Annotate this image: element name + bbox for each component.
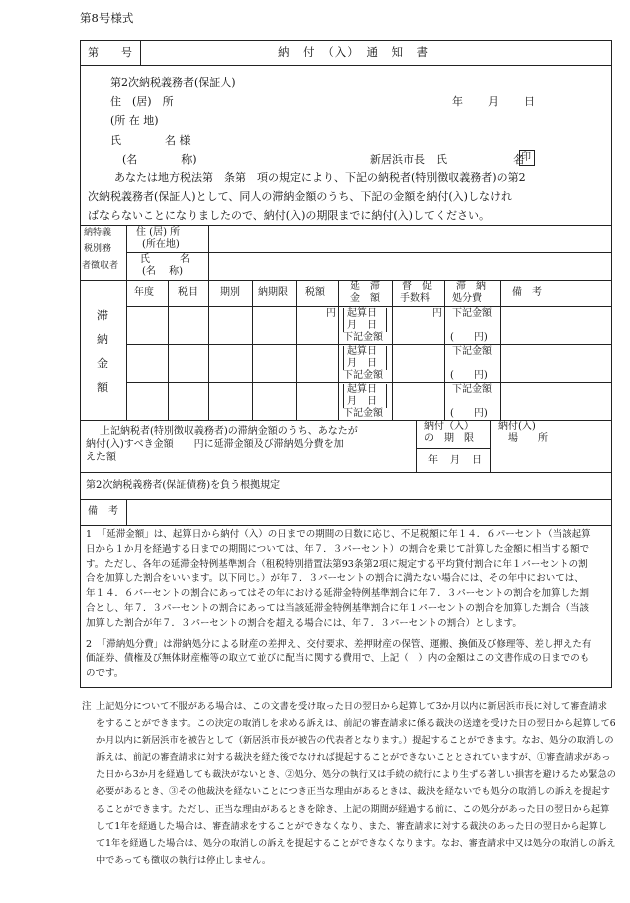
disposition-subject-label: 下記金額 xyxy=(452,384,492,395)
addressee-address-label: 住 (居) 所 xyxy=(110,95,174,108)
line xyxy=(126,280,127,420)
col-header-remarks: 備 考 xyxy=(512,287,542,298)
delinquent-side-label: 額 xyxy=(97,381,108,394)
line xyxy=(80,472,612,473)
line xyxy=(80,280,612,281)
line xyxy=(80,525,612,526)
intro-line-1: あなたは地方税法第 条第 項の規定により、下記の納税者(特別徴収義務者)の第2 xyxy=(114,171,526,184)
disposition-subject-label: 下記金額 xyxy=(452,346,492,357)
line xyxy=(392,280,393,420)
notes xyxy=(86,528,592,682)
col-header-disposition-2: 処分費 xyxy=(452,293,482,304)
form-id: 第8号様式 xyxy=(80,11,134,25)
delinquent-side-label: 納 xyxy=(97,333,108,346)
remarks-label: 備 考 xyxy=(88,506,118,517)
issuer-name: 新居浜市長 氏 名 xyxy=(370,153,524,166)
place-label-2: 場 所 xyxy=(508,433,548,444)
line xyxy=(208,280,209,420)
line xyxy=(126,306,612,307)
line xyxy=(80,65,612,66)
line xyxy=(338,280,339,420)
footnote-label: 注 xyxy=(82,701,92,712)
month-day-label: 月 日 xyxy=(347,396,377,407)
subject-amount-label: 下記金額 xyxy=(343,408,383,419)
footnote-text: 上記処分について不服がある場合は、この文書を受け取った日の翌日から起算して3か月以内に新居浜市長に対して審査請求をすることができます。この決定の取消しを求める訴えは、前記の審査請求に係る裁決の送達を受けた日の翌日から起算して6か月以内に新居浜市を被告として（新居浜市長が被告の代表者となります。）提起することができます。なお、処分の取消しの訴えは、前記の審査請求に対する裁決を経た後でなければ提起することができないこととされていますが、①審査請求があった日から3か月を経過しても裁決がないとき、②処分、処分の執行又は手続の続行により生ずる著しい損害を避けるため緊急の必要があるとき、③その他裁決を経ないことにつき正当な理由があるときは、裁決を経ないでも処分の取消しの訴えを提起することができます。ただし、正当な理由があるときを除き、上記の期間が経過する前に、この処分があった日の翌日から起算して1年を経過した場合は、審査請求をすることができなくなり、また、審査請求に対する裁決のあった日の翌日から起算して1年を経過した場合は、処分の取消しの訴えを提起することができなくなります。なお、審査請求中又は処分の取消しの訴え中であっても徴収の執行は停止しません。 xyxy=(96,701,616,866)
calc-start-label: 起算日 xyxy=(347,308,377,319)
deadline-label: 納付（入） xyxy=(424,421,474,432)
line xyxy=(126,252,612,253)
col-header-tax-amount: 税額 xyxy=(305,287,325,298)
calc-start-label: 起算日 xyxy=(347,346,377,357)
line xyxy=(168,280,169,420)
summary-line-2: 納付(入)すべき金額 円に延滞金額及び滞納処分費を加 xyxy=(86,439,344,450)
line xyxy=(80,225,612,226)
disposition-subject-label: 下記金額 xyxy=(452,308,492,319)
col-header-year: 年度 xyxy=(134,287,154,298)
month-day-label: 月 日 xyxy=(347,358,377,369)
line xyxy=(208,225,209,280)
taxpayer-side-label-c: 者徴収者 xyxy=(82,261,119,271)
taxpayer-name-sub: (名 称) xyxy=(142,266,183,277)
disposition-paren-yen: ( 円) xyxy=(450,408,488,419)
line xyxy=(126,344,612,345)
line xyxy=(500,280,501,420)
deadline-label-2: の 期 限 xyxy=(424,433,474,444)
basis-label: 第2次納税義務者(保証債務)を負う根拠規定 xyxy=(86,480,281,491)
col-header-disposition: 滞 納 xyxy=(456,281,486,292)
taxpayer-address-label: 住 (居) 所 xyxy=(136,227,181,238)
seal-mark: 印 xyxy=(521,152,531,163)
note-1: 1 「延滞金額」は、起算日から納付（入）の日までの期間の日数に応じ、不足税額に年１４．６パーセント（当該起算日から１か月を経過する日までの期間については、年７．３パーセント）の割合を乗じて計算した金額に相当する額です。ただし、各年の延滞金特例基準割合（租税特別措置法第93条第2項に規定する平均貸付割合に年１パーセントの割合を加算した割合をいいます。以下同じ。）が年７．３パーセントの割合に満たない場合には、その年中においては、年１４．６パーセントの割合にあってはその年における延滞金特例基準割合に年７．３パーセントの割合を加算した割合とし、年７．３パーセントの割合にあっては当該延滞金特例基準割合に年１パーセントの割合を加算した割合（当該加算した割合が年７．３パーセントの割合を超える場合には、年７．３パーセントの割合）とします。 xyxy=(86,529,591,629)
col-header-due: 納期限 xyxy=(258,287,288,298)
line xyxy=(416,448,490,449)
issue-date: 年 月 日 xyxy=(452,95,536,108)
disposition-paren-yen: ( 円) xyxy=(450,370,488,381)
summary-line-1: 上記納税者(特別徴収義務者)の滞納金額のうち、あなたが xyxy=(100,426,358,437)
document-title: 納 付 （入） 通 知 書 xyxy=(278,45,429,59)
col-header-demand: 督 促 xyxy=(402,281,432,292)
addressee-address-sub: (所 在 地) xyxy=(110,114,159,127)
col-header-late-fee-2: 金 額 xyxy=(350,293,380,304)
note-2: 2 「滞納処分費」は滞納処分による財産の差押え、交付要求、差押財産の保管、運搬、換価及び修理等、差し押えた有価証券、債権及び無体財産権等の取立て並びに配当に関する費用で、上記（ ）内の金額はこの文書作成の日までのものです。 xyxy=(86,638,592,680)
taxpayer-address-sub: (所在地) xyxy=(142,239,180,250)
col-header-tax-item: 税目 xyxy=(178,287,198,298)
taxpayer-side-label-b: 税別務 xyxy=(84,244,112,254)
line xyxy=(126,225,127,280)
line xyxy=(126,382,612,383)
intro-line-2: 次納税義務者(保証人)として、同人の滞納金額のうち、下記の金額を納付(入)しなけれ xyxy=(88,190,512,203)
line xyxy=(296,280,297,420)
subject-amount-label: 下記金額 xyxy=(343,370,383,381)
place-label: 納付(入) xyxy=(498,421,536,432)
addressee-name-label: 氏 名 様 xyxy=(110,134,191,147)
delinquent-side-label: 滞 xyxy=(97,309,108,322)
intro-line-3: ばならないことになりましたので、納付(入)の期限までに納付(入)してください。 xyxy=(88,209,490,222)
col-header-period: 期別 xyxy=(220,287,240,298)
addressee-name-sub: (名 称) xyxy=(122,153,197,166)
disposition-paren-yen: ( 円) xyxy=(450,332,488,343)
calc-start-label: 起算日 xyxy=(347,384,377,395)
line xyxy=(490,420,491,472)
summary-line-3: えた額 xyxy=(86,452,116,463)
subject-amount-label: 下記金額 xyxy=(343,332,383,343)
number-label: 第 号 xyxy=(88,46,132,59)
col-header-late-fee: 延 滞 xyxy=(350,281,380,292)
taxpayer-name-label: 氏 名 xyxy=(140,254,190,265)
line xyxy=(416,420,417,472)
addressee-heading: 第2次納税義務者(保証人) xyxy=(110,76,236,89)
taxpayer-side-label-a: 納特義 xyxy=(84,228,112,238)
delinquent-side-label: 金 xyxy=(97,357,108,370)
deadline-value: 年 月 日 xyxy=(428,455,483,466)
demand-yen-unit: 円 xyxy=(432,308,442,319)
month-day-label: 月 日 xyxy=(347,320,377,331)
line xyxy=(444,280,445,420)
line xyxy=(140,40,141,65)
line xyxy=(126,499,127,525)
tax-yen-unit: 円 xyxy=(326,308,336,319)
col-header-demand-2: 手数料 xyxy=(400,293,430,304)
line xyxy=(80,499,612,500)
line xyxy=(252,280,253,420)
